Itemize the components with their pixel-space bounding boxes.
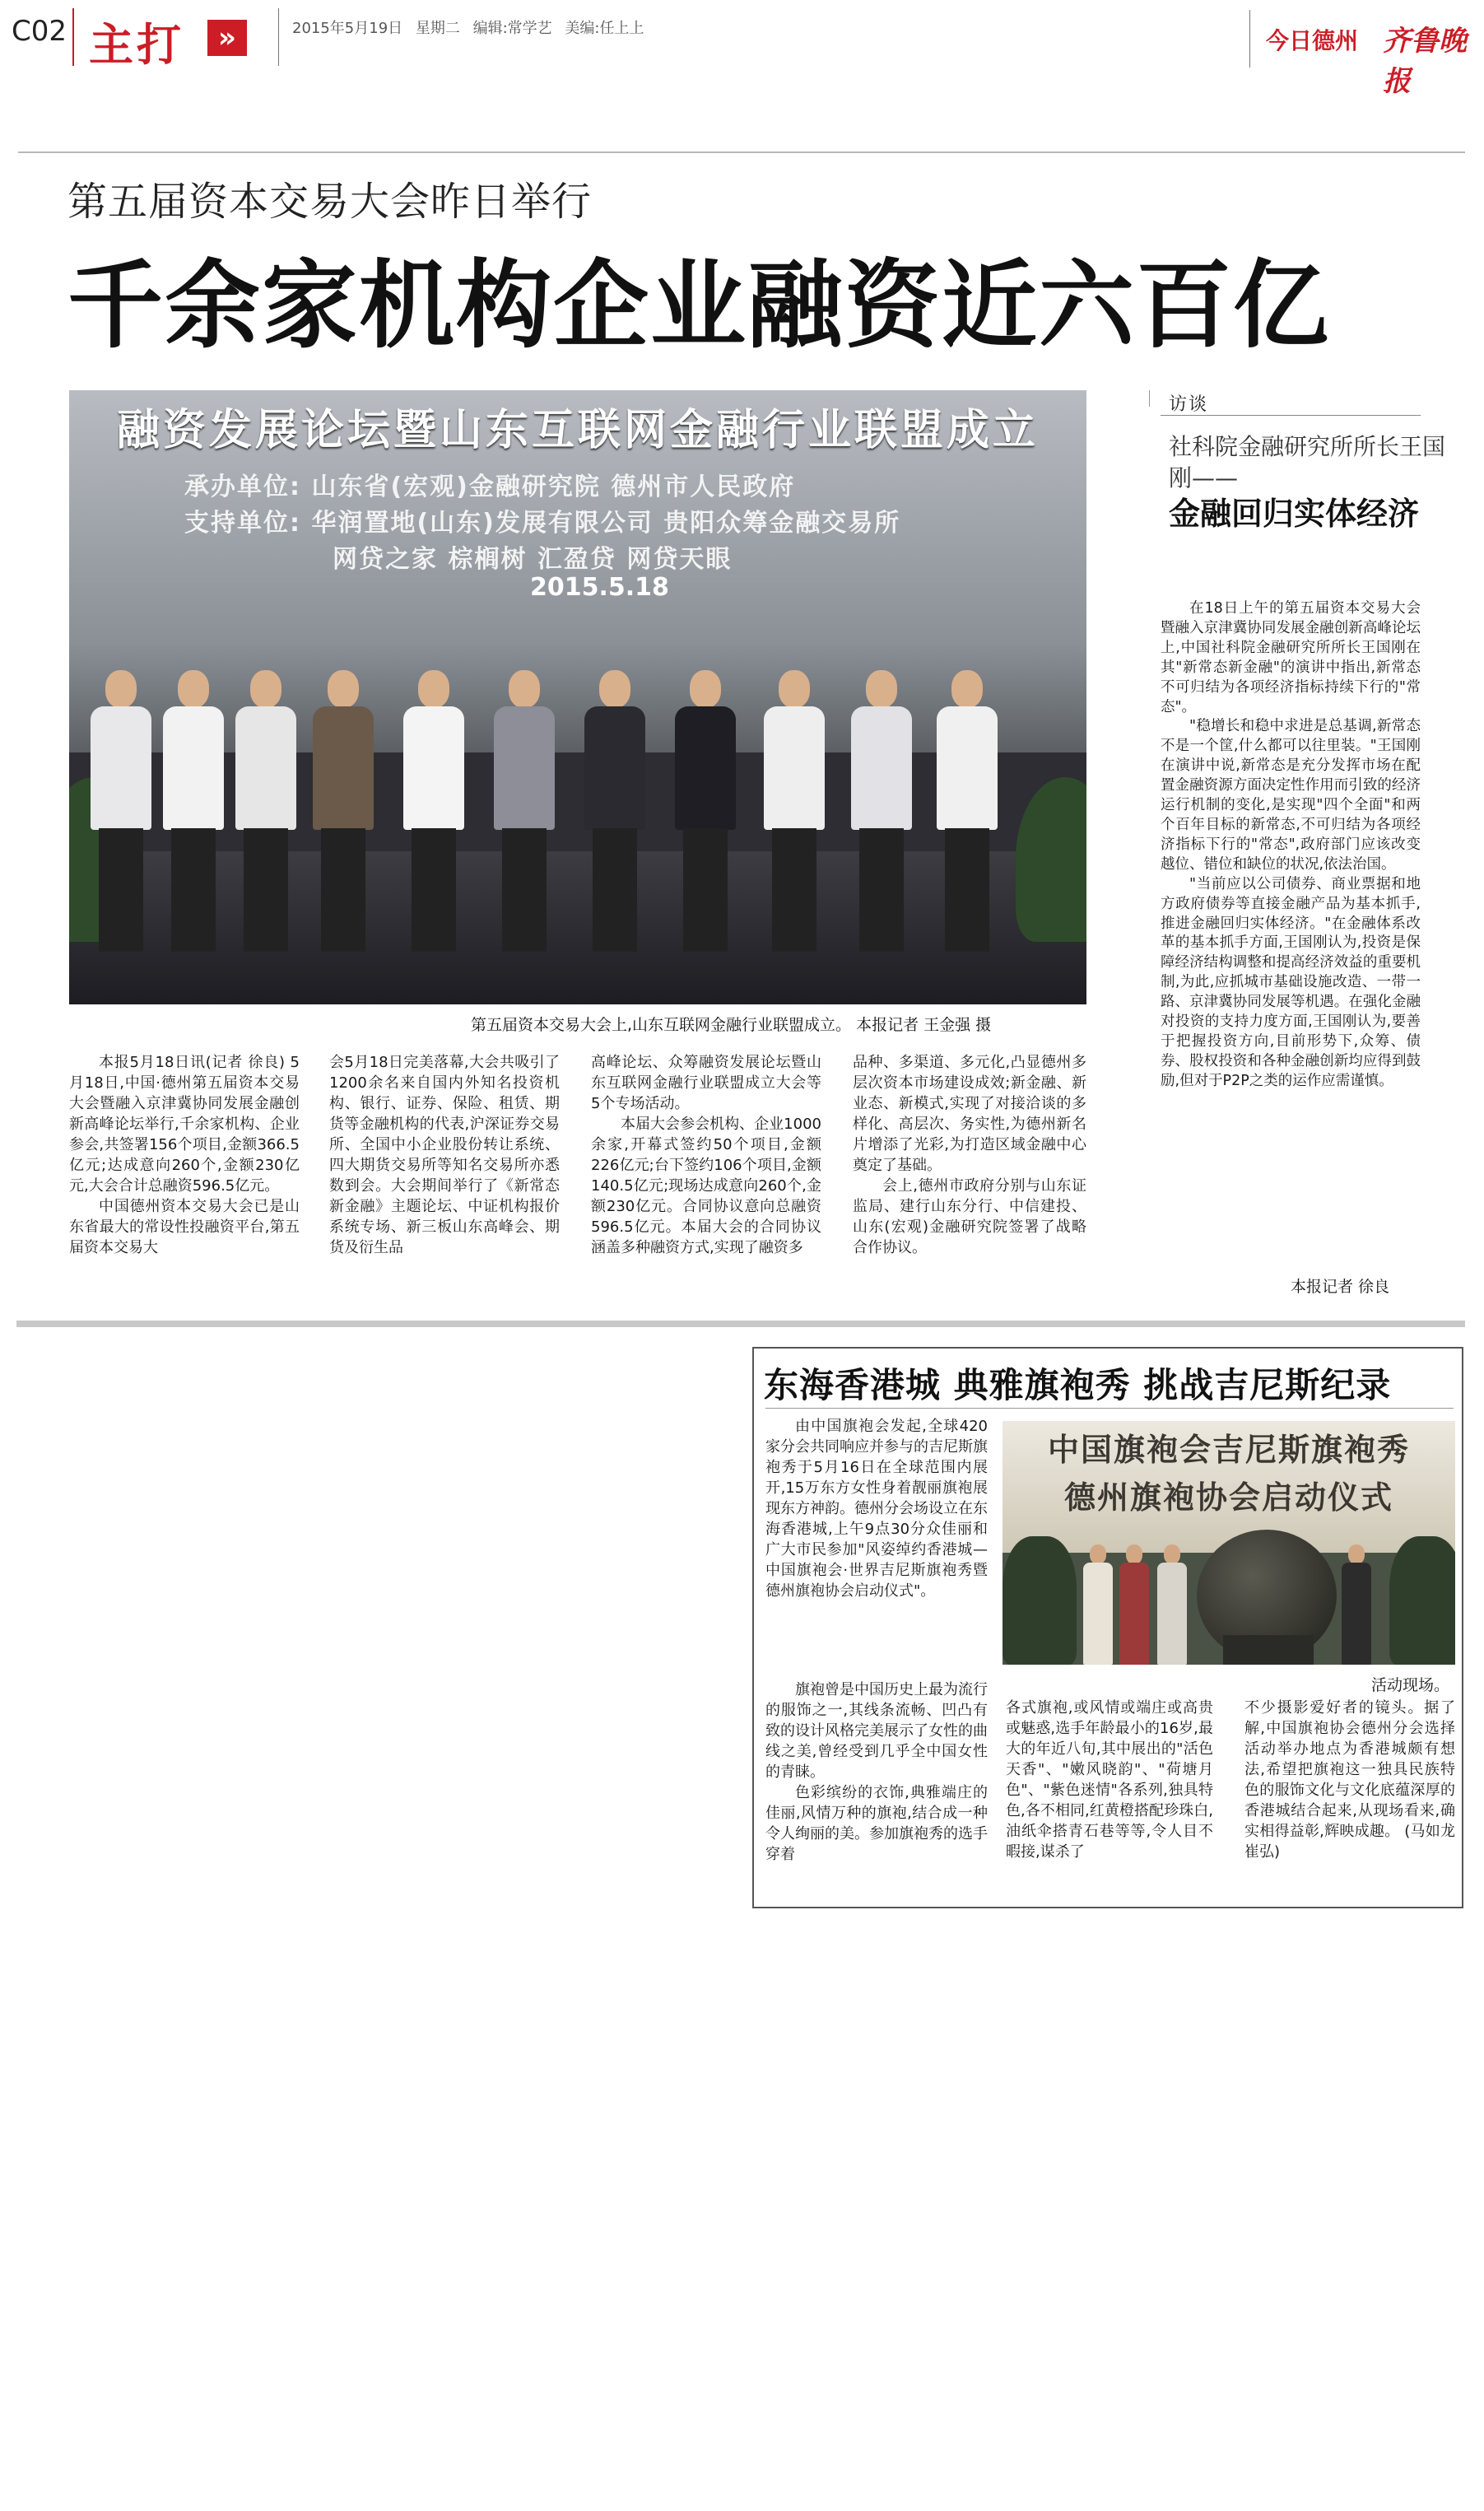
- article-column: [591, 1052, 821, 1258]
- lead-headline: 千余家机构企业融资近六百亿: [67, 250, 1330, 361]
- person-figure: [86, 670, 156, 958]
- photo-caption: 活动现场。: [1371, 1676, 1450, 1694]
- interview-tag: 访谈: [1169, 394, 1209, 415]
- interview-subject: 社科院金融研究所所长王国刚——: [1169, 433, 1446, 491]
- interview-headline: 金融回归实体经济: [1169, 496, 1420, 532]
- person-figure: [1156, 1544, 1189, 1665]
- stage-banner-title: 融资发展论坛暨山东互联网金融行业联盟成立: [116, 406, 1039, 455]
- interview-tag-marker: [1149, 390, 1150, 407]
- person-figure: [158, 670, 229, 958]
- person-figure: [489, 670, 560, 958]
- person-figure: [1340, 1544, 1373, 1665]
- edition-name: 今日德州: [1266, 27, 1359, 54]
- header-divider: [1249, 10, 1250, 68]
- paragraph: 旗袍曾是中国历史上最为流行的服饰之一,其线条流畅、凹凸有致的设计风格完美展示了女性的曲线之美,曾经受到几乎全中国女性的青睐。: [765, 1681, 988, 1781]
- page-number: C02: [12, 15, 67, 48]
- person-figure: [398, 670, 469, 958]
- article-column: [1006, 1698, 1213, 1862]
- event-banner-line-2: 德州旗袍协会启动仪式: [1063, 1479, 1393, 1516]
- person-figure: [1118, 1544, 1151, 1665]
- header-divider: [278, 8, 279, 66]
- globe-stand: [1223, 1635, 1314, 1665]
- paragraph: 本届大会参会机构、企业1000余家,开幕式签约50个项目,金额226亿元;台下签约106个项目,金额140.5亿元;现场达成意向260个,金额230亿元。合同协议意向总融资596.5亿元。本届大会的合同协议涵盖多种融资方式,实现了融资多: [591, 1116, 821, 1256]
- person-figure: [308, 670, 379, 958]
- photo-caption: 第五届资本交易大会上,山东互联网金融行业联盟成立。 本报记者 王金强 摄: [471, 1016, 992, 1034]
- issue-meta: 2015年5月19日 星期二 编辑:常学艺 美编:任上上: [292, 20, 644, 37]
- article-column: [329, 1052, 560, 1258]
- article-column: [1244, 1698, 1455, 1862]
- paragraph: 本报5月18日讯(记者 徐良) 5月18日,中国·德州第五届资本交易大会暨融入京津冀协同发展金融创新高峰论坛举行,千余家机构、企业参会,共签署156个项目,金额366.5亿元;达成意向260个,金额230亿元,大会合计总融资596.5亿元。: [69, 1054, 300, 1195]
- section-name: 主打: [89, 19, 184, 71]
- newspaper-logo: 齐鲁晚报: [1383, 25, 1467, 98]
- article-column: [853, 1052, 1086, 1258]
- paragraph: 品种、多渠道、多元化,凸显德州多层次资本市场建设成效;新金融、新业态、新模式,实现了对接洽谈的多样化、高层次、务实性,为德州新名片增添了光彩,为打造区域金融中心奠定了基础。: [853, 1054, 1086, 1174]
- paragraph: 色彩缤纷的衣饰,典雅端庄的佳丽,风情万种的旗袍,结合成一种令人绚丽的美。参加旗袍秀的选手穿着: [765, 1784, 988, 1863]
- tree-shape: [1389, 1536, 1455, 1665]
- paragraph: 在18日上午的第五届资本交易大会暨融入京津冀协同发展金融创新高峰论坛上,中国社科院金融研究所所长王国刚在其"新常态新金融"的演讲中指出,新常态不可归结为各项经济指标持续下行的"常态"。: [1161, 600, 1421, 715]
- paragraph: 各式旗袍,或风情或端庄或高贵或魅惑,选手年龄最小的16岁,最大的年近八旬,其中展出的"活色天香"、"嫩风晓韵"、"荷塘月色"、"紫色迷情"各系列,独具特色,各不相同,红黄橙搭配珍珠白,油纸伞搭青石巷等等,令人目不暇接,谋杀了: [1006, 1699, 1213, 1861]
- paragraph: 会上,德州市政府分别与山东证监局、建行山东分行、中信建投、山东(宏观)金融研究院签署了战略合作协议。: [853, 1177, 1086, 1256]
- lead-photo: [69, 390, 1086, 1004]
- paragraph: 不少摄影爱好者的镜头。据了解,中国旗袍协会德州分会选择活动举办地点为香港城颇有想法,希望把旗袍这一独具民族特色的服饰文化与文化底蕴深厚的香港城结合起来,从现场看来,确实相得益彰,辉映成趣。 (马如龙 崔弘): [1244, 1699, 1455, 1861]
- interview-rule: [1161, 415, 1421, 416]
- page-header: [0, 0, 1484, 98]
- stage-banner-date: 2015.5.18: [530, 573, 669, 602]
- stage-banner-organizer: 承办单位: 山东省(宏观)金融研究院 德州市人民政府: [184, 473, 796, 501]
- stage-banner-supporter: 支持单位: 华润置地(山东)发展有限公司 贵阳众筹金融交易所: [184, 509, 901, 538]
- person-figure: [759, 670, 830, 958]
- article-column: [69, 1052, 300, 1258]
- story2-rule: [765, 1408, 1454, 1409]
- story2-headline: 东海香港城 典雅旗袍秀 挑战吉尼斯纪录: [764, 1365, 1392, 1405]
- person-figure: [230, 670, 301, 958]
- tree-shape: [1003, 1536, 1077, 1665]
- paragraph: 中国德州资本交易大会已是山东省最大的常设性投融资平台,第五届资本交易大: [69, 1198, 300, 1256]
- paragraph: 高峰论坛、众筹融资发展论坛暨山东互联网金融行业联盟成立大会等5个专场活动。: [591, 1054, 821, 1112]
- paragraph: 会5月18日完美落幕,大会共吸引了1200余名来自国内外知名投资机构、银行、证券、保险、租赁、期货等金融机构的代表,沪深证券交易所、全国中小企业股份转让系统、四大期货交易所等知名交易所亦悉数到会。大会期间举行了《新常态新金融》主题论坛、中证机构报价系统专场、新三板山东高峰会、期货及衍生品: [329, 1054, 560, 1256]
- interview-byline: 本报记者 徐良: [1291, 1278, 1390, 1296]
- person-figure: [932, 670, 1003, 958]
- person-figure: [1082, 1544, 1114, 1665]
- stage-banner-supporter-2: 网贷之家 棕榈树 汇盈贷 网贷天眼: [333, 545, 733, 574]
- story2-photo: [1003, 1421, 1455, 1665]
- person-figure: [846, 670, 917, 958]
- article-column: [765, 1416, 988, 1601]
- paragraph: "稳增长和稳中求进是总基调,新常态不是一个筐,什么都可以往里装。"王国刚在演讲中说,新常态是充分发挥市场在配置金融资源方面决定性作用而引致的经济运行机制的变化,是实现"四个全面"和两个百年目标的新常态,不可归结为各项经济指标下行的"常态",政府部门应该改变越位、错位和缺位的状况,依法治国。: [1161, 718, 1421, 873]
- person-figure: [670, 670, 741, 958]
- paragraph: 由中国旗袍会发起,全球420家分会共同响应并参与的吉尼斯旗袍秀于5月16日在全球范围内展开,15万东方女性身着靓丽旗袍展现东方神韵。德州分会场设立在东海香港城,上午9点30分众佳丽和广大市民参加"风姿绰约香港城—中国旗袍会·世界吉尼斯旗袍秀暨德州旗袍协会启动仪式"。: [765, 1418, 988, 1600]
- section-separator: [16, 1321, 1465, 1327]
- stage-plant: [1016, 777, 1086, 942]
- header-divider: [72, 8, 74, 66]
- double-chevron-icon: »: [207, 20, 247, 56]
- interview-body: [1161, 599, 1421, 1092]
- article-column: [765, 1679, 988, 1865]
- top-rule: [18, 151, 1465, 153]
- lead-kicker: 第五届资本交易大会昨日举行: [67, 179, 593, 225]
- paragraph: "当前应以公司债券、商业票据和地方政府债券等直接金融产品为基本抓手,推进金融回归实体经济。"在金融体系改革的基本抓手方面,王国刚认为,投资是保障经济结构调整和提高经济效益的重要机制,为此,应抓城市基础设施改造、一带一路、京津冀协同发展等机遇。在强化金融对投资的支持力度方面,王国刚认为,要善于把握投资方向,目前形势下,众筹、债券、股权投资和各种金融创新均应得到鼓励,但对于P2P之类的运作应需谨慎。: [1161, 875, 1421, 1089]
- event-banner-line-1: 中国旗袍会吉尼斯旗袍秀: [1047, 1431, 1410, 1468]
- person-figure: [579, 670, 650, 958]
